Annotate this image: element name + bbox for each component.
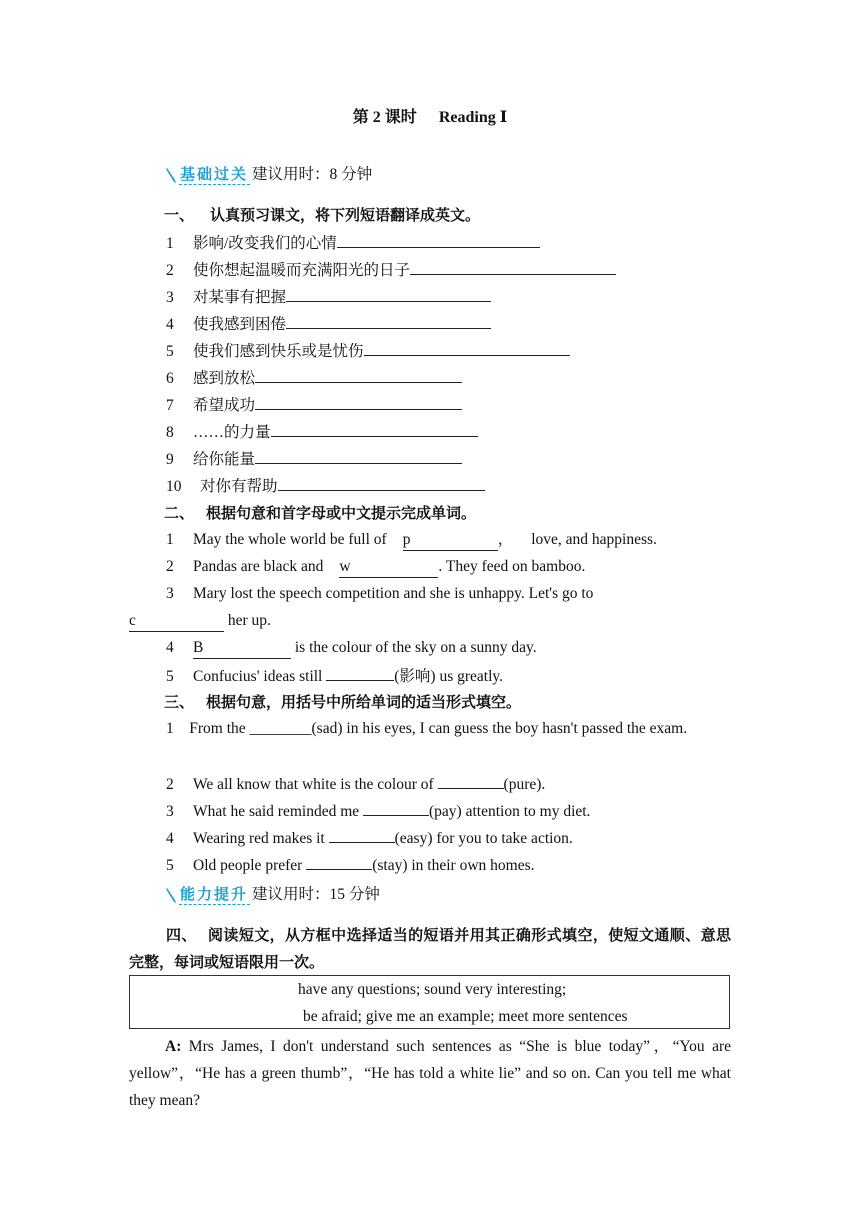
question-item: 4 B is the colour of the sky on a sunny day. [166, 638, 537, 659]
question-item: 2 使你想起温暖而充满阳光的日子 [166, 259, 616, 281]
page-title [0, 108, 860, 128]
advanced-section-badge [163, 884, 380, 905]
lesson-number: 第 2 课时 [352, 109, 417, 126]
answer-blank[interactable] [271, 421, 478, 437]
basic-section-badge [163, 164, 372, 185]
answer-blank[interactable] [278, 475, 485, 491]
answer-blank[interactable]: w [339, 557, 438, 578]
question-item: 4 Wearing red makes it (easy) for you to take action. [166, 827, 573, 849]
question-item: 2 Pandas are black and w . They feed on bamboo. [166, 557, 585, 578]
section-heading [164, 503, 476, 523]
section-heading [164, 692, 521, 712]
answer-blank[interactable]: B [193, 638, 291, 659]
word-box [129, 975, 730, 1029]
question-item: 2 We all know that white is the colour of (pure). [166, 773, 545, 795]
section-number: 一、 [164, 206, 195, 224]
section-heading [164, 205, 480, 225]
question-item: 5 使我们感到快乐或是忧伤 [166, 340, 570, 362]
dialog-text: Mrs James, I don't understand such sentences as “She is blue today”，“You are yellow”，“He has a green thumb”，“He has told a white lie” and so on. Can you tell me what they mean? [129, 1038, 732, 1109]
question-item: 3 Mary lost the speech competition and she is unhappy. Let's go to [166, 585, 594, 602]
badge-label: 基础过关 [180, 165, 249, 183]
question-item: 1 May the whole world be full of p ， love, and happiness. [166, 530, 657, 551]
question-item: 1 影响/改变我们的心情 [166, 232, 540, 254]
dialog-speaker: A: [165, 1038, 182, 1055]
question-item: 8 ……的力量 [166, 421, 478, 443]
question-continuation: c her up. [129, 611, 271, 632]
question-item: 5 Confucius' ideas still (影响) us greatly. [166, 665, 503, 687]
section-number: 三、 [164, 693, 195, 711]
answer-blank[interactable] [438, 773, 504, 789]
suggested-time: 建议用时：15 分钟 [252, 886, 380, 903]
question-item: 7 希望成功 [166, 394, 462, 416]
question-item: 4 使我感到困倦 [166, 313, 491, 335]
answer-blank[interactable] [255, 367, 462, 383]
section-heading [129, 922, 731, 976]
answer-blank[interactable]: p [403, 530, 498, 551]
answer-blank[interactable] [306, 854, 372, 870]
answer-blank[interactable] [326, 665, 394, 681]
pen-icon [163, 887, 179, 905]
answer-blank[interactable] [410, 259, 616, 275]
answer-blank[interactable] [255, 448, 462, 464]
answer-blank[interactable] [329, 827, 395, 843]
suggested-time: 建议用时：8 分钟 [252, 166, 373, 183]
answer-blank[interactable] [286, 313, 491, 329]
answer-blank[interactable] [363, 800, 429, 816]
answer-blank[interactable] [337, 232, 540, 248]
section-number: 二、 [164, 504, 195, 522]
section-instruction: 根据句意和首字母或中文提示完成单词。 [206, 504, 477, 522]
word-box-line: have any questions; sound very interesting; [298, 981, 567, 998]
dialog-paragraph [129, 1033, 731, 1114]
question-item: 3 What he said reminded me (pay) attention to my diet. [166, 800, 590, 822]
answer-blank[interactable] [286, 286, 491, 302]
section-instruction: 阅读短文，从方框中选择适当的短语并用其正确形式填空，使短文通顺、意思完整，每词或短语限用一次。 [129, 926, 731, 971]
word-box-line: be afraid; give me an example; meet more sentences [303, 1008, 628, 1025]
question-item: 1 From the ________(sad) in his eyes, I can guess the boy hasn't passed the exam. [166, 720, 688, 737]
question-item: 5 Old people prefer (stay) in their own homes. [166, 854, 534, 876]
answer-blank[interactable] [255, 394, 462, 410]
question-item: 6 感到放松 [166, 367, 462, 389]
section-instruction: 认真预习课文，将下列短语翻译成英文。 [210, 206, 481, 224]
section-instruction: 根据句意，用括号中所给单词的适当形式填空。 [206, 693, 522, 711]
question-item: 3 对某事有把握 [166, 286, 491, 308]
lesson-name: Reading Ⅰ [438, 109, 508, 126]
pen-icon [163, 167, 179, 185]
question-item: 10 对你有帮助 [166, 475, 485, 497]
badge-label: 能力提升 [180, 885, 249, 903]
section-number: 四、 [166, 926, 197, 944]
question-item: 9 给你能量 [166, 448, 462, 470]
answer-blank[interactable] [364, 340, 570, 356]
answer-blank[interactable]: c [129, 611, 224, 632]
